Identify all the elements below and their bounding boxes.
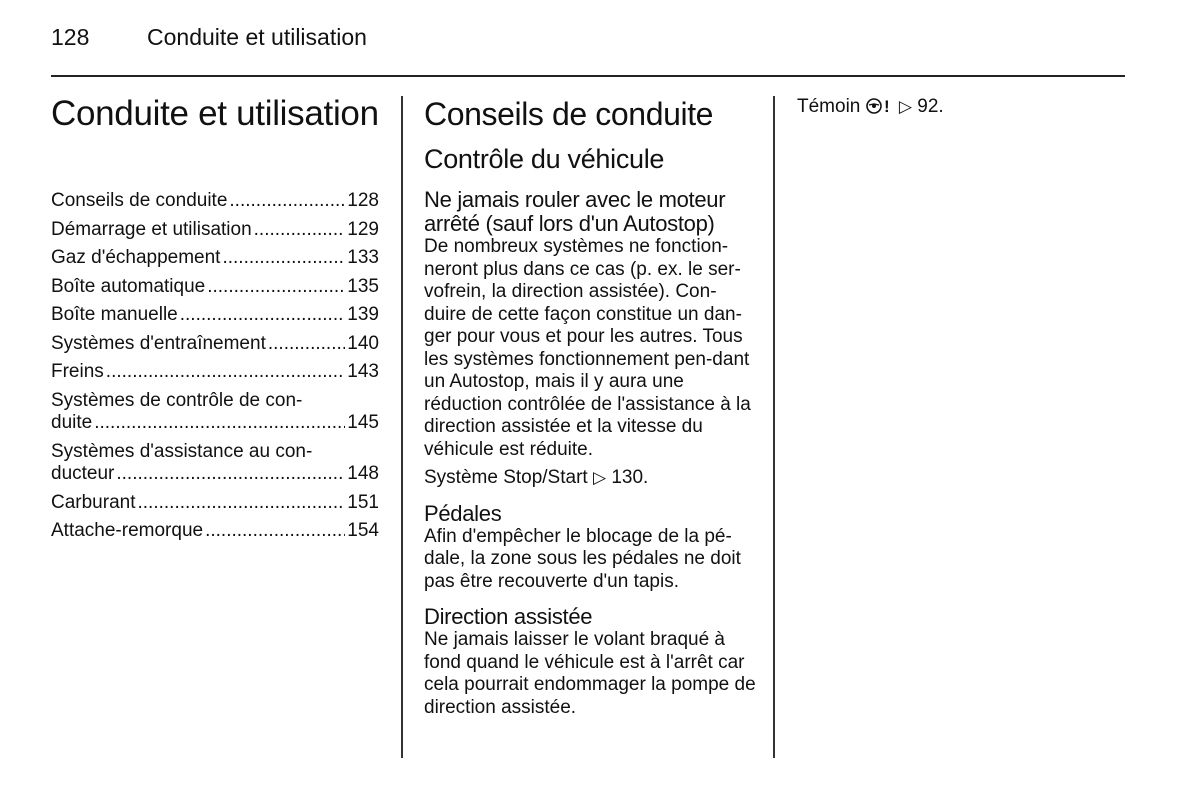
toc-entry[interactable]: Boîte manuelle ..... 139 (51, 301, 379, 330)
chapter-column (51, 96, 379, 546)
svg-text:!: ! (883, 97, 890, 115)
chapter-title: Conduite et utilisation (51, 94, 379, 133)
reference-arrow-icon: ▷ (898, 97, 912, 116)
paragraph-pedales: Afin d'empêcher le blocage de la pé-dale, la zone sous les pédales ne doit pas être recouverte d'un tapis. (424, 525, 741, 592)
toc-entry[interactable]: Gaz d'échappement ..... 133 (51, 244, 379, 273)
toc-entry[interactable]: Systèmes d'assistance au con- ducteur ..... 148 (51, 438, 379, 489)
column-divider (773, 96, 775, 758)
running-title: Conduite et utilisation (147, 24, 367, 50)
heading-direction: Direction assistée (424, 604, 593, 629)
paragraph-direction: Ne jamais laisser le volant braqué à fond quand le véhicule est à l'arrêt car cela pourrait endommager la pompe de direction assistée. (424, 629, 756, 718)
reference-arrow-icon: ▷ (592, 468, 607, 487)
heading-pedales: Pédales (424, 500, 502, 526)
steering-warning-icon (866, 96, 899, 117)
toc-entry[interactable]: Freins ..... 143 (51, 358, 379, 387)
toc-entry[interactable]: Attache-remorque ..... 154 (51, 517, 379, 546)
heading-moteur: Ne jamais rouler avec le moteur arrêté (sauf lors d'un Autostop) (424, 187, 726, 236)
toc-entry[interactable]: Démarrage et utilisation ..... 129 (51, 216, 379, 245)
cross-reference[interactable]: Témoin ! ▷ 92. (797, 96, 944, 117)
header-divider (51, 75, 1125, 77)
paragraph-moteur: De nombreux systèmes ne fonction-neront plus dans ce cas (p. ex. le ser-vofrein, la direction assistée). Con-duire de cette façon constitue un dan-ger pour vous et pour les autres. Tous les systèmes fonctionnement pen-dant un Autostop, mais il y aura une réduction contrôlée de l'assistance à la direction assistée et la vitesse du véhicule est réduite. (424, 236, 751, 460)
toc-entry[interactable]: Systèmes d'entraînement ..... 140 (51, 330, 379, 359)
page-number: 128 (51, 24, 90, 50)
toc-entry[interactable]: Conseils de conduite ..... 128 (51, 187, 379, 216)
cross-reference[interactable]: Système Stop/Start ▷ 130. (424, 467, 649, 488)
table-of-contents (51, 187, 379, 546)
column-divider (401, 96, 403, 758)
toc-entry[interactable]: Systèmes de contrôle de con- duite ..... 145 (51, 387, 379, 438)
section-title: Conseils de conduite (424, 96, 714, 132)
subsection-title: Contrôle du véhicule (424, 144, 665, 174)
toc-entry[interactable]: Boîte automatique ..... 135 (51, 273, 379, 302)
right-column (797, 96, 1127, 118)
content-column (424, 96, 756, 719)
toc-entry[interactable]: Carburant ..... 151 (51, 489, 379, 518)
